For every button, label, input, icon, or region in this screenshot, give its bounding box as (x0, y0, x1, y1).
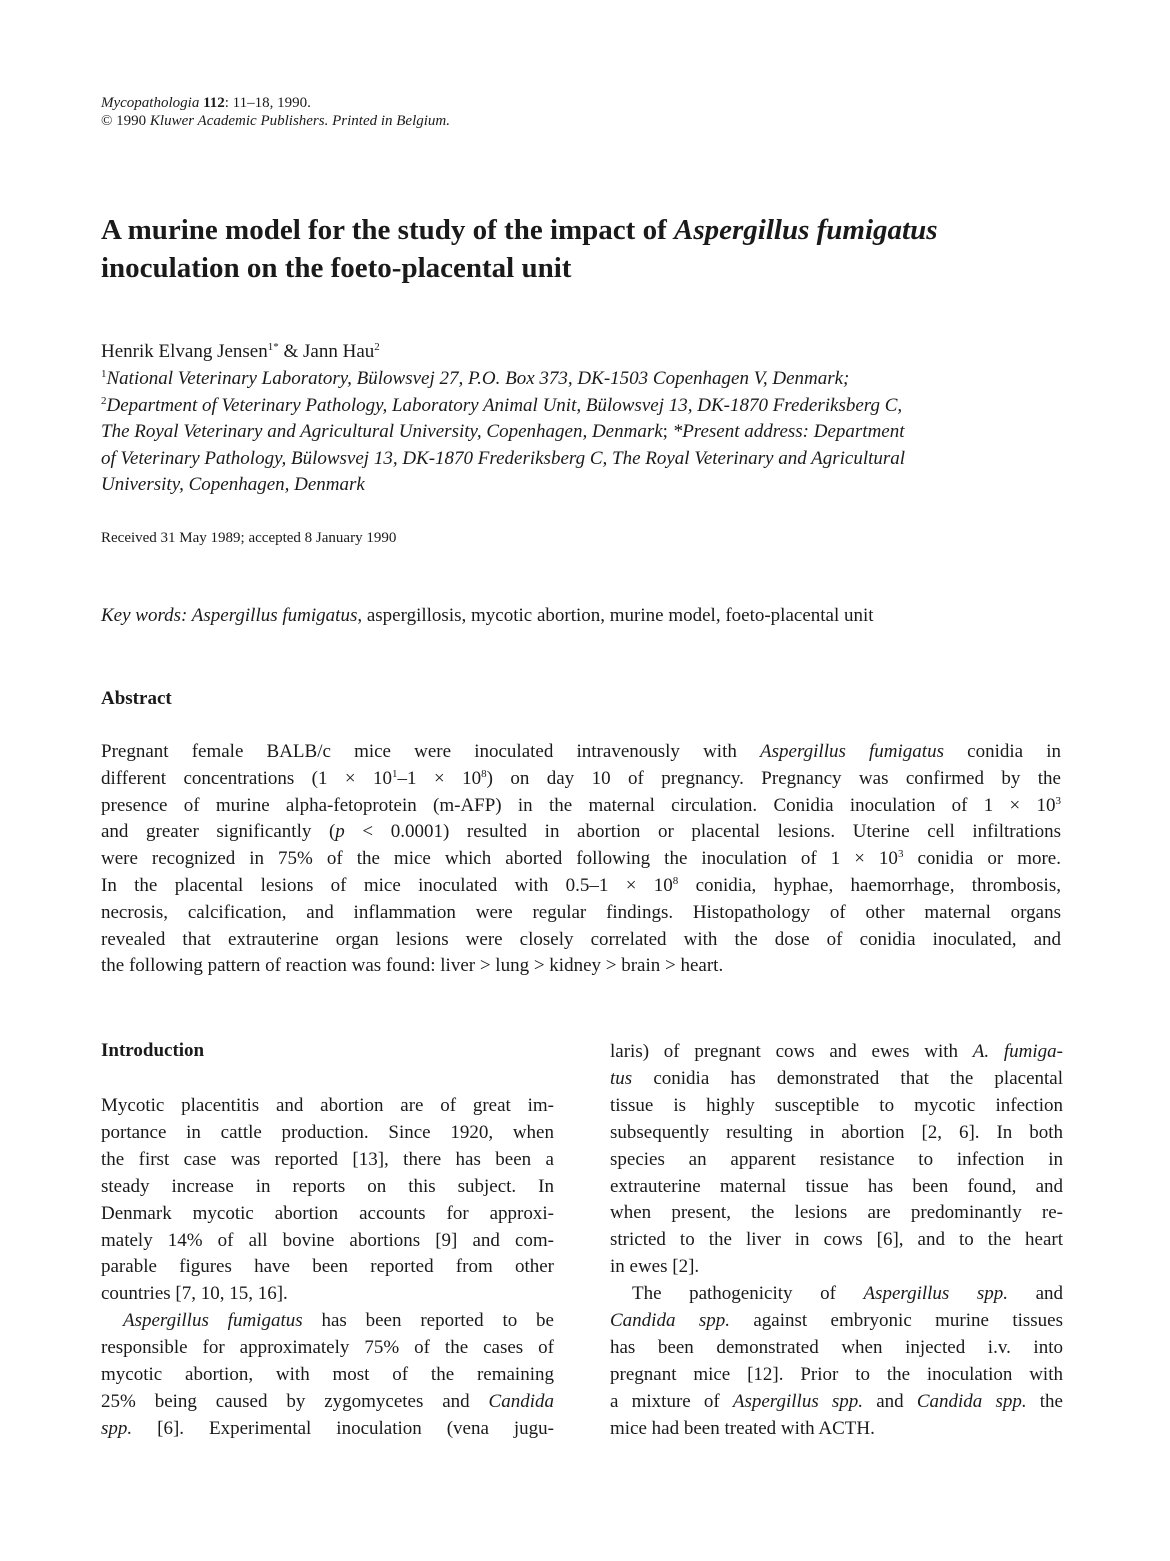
affiliation-line: University, Copenhagen, Denmark (101, 474, 365, 495)
copyright-year: 1990 (116, 113, 147, 129)
affiliation-text: National Veterinary Laboratory, Bülowsvej 27, P.O. Box 373, DK-1503 Copenhagen V, Denmark; (106, 368, 850, 389)
affiliation-mark: 2 (101, 394, 107, 407)
body-line: has been demonstrated when injected i.v. into (610, 1336, 1063, 1358)
body-line: steady increase in reports on this subject. In (101, 1175, 554, 1197)
present-address: *Present address: Department (672, 421, 905, 442)
abstract-line: presence of murine alpha-fetoprotein (m-AFP) in the maternal circulation. Conidia inoculation of $1 \times 10^3$ (101, 794, 1061, 816)
affiliation-line (101, 393, 1061, 420)
copyright-symbol: © (101, 113, 113, 129)
affiliation-mark: 1 (101, 368, 107, 380)
affiliation-separator: ; (662, 421, 673, 442)
body-line: tissue is highly susceptible to mycotic infection (610, 1094, 1063, 1116)
author-marks: 1* (267, 341, 279, 353)
affiliation-line (101, 366, 1061, 393)
introduction-left-column (101, 1093, 554, 1443)
body-line: countries [7, 10, 15, 16]. (101, 1283, 288, 1305)
abstract-heading: Abstract (101, 688, 172, 709)
body-line: pregnant mice [12]. Prior to the inoculation with (610, 1363, 1063, 1385)
abstract-line: revealed that extrauterine organ lesions were closely correlated with the dose of conidia inoculated, and (101, 928, 1061, 950)
body-line: mycotic abortion, with most of the remaining (101, 1364, 554, 1386)
keywords-label: Key words: (101, 605, 192, 626)
abstract-line: necrosis, calcification, and inflammation were regular findings. Histopathology of other maternal organs (101, 901, 1061, 923)
affiliation-text: The Royal Veterinary and Agricultural University, Copenhagen, Denmark (101, 421, 663, 442)
title-text: A murine model for the study of the impact of (101, 214, 674, 246)
body-line: Mycotic placentitis and abortion are of great im- (101, 1095, 554, 1116)
publisher: Kluwer Academic Publishers. Printed in Belgium. (149, 113, 451, 129)
author-name: Jann Hau (303, 341, 375, 362)
body-line: species an apparent resistance to infection in (610, 1148, 1063, 1170)
body-line: mice had been treated with ACTH. (610, 1417, 875, 1439)
introduction-right-column (610, 1039, 1063, 1443)
body-line: when present, the lesions are predominantly re- (610, 1202, 1063, 1224)
body-line: responsible for approximately 75% of the cases of (101, 1337, 554, 1359)
introduction-heading: Introduction (101, 1040, 205, 1061)
body-line: the first case was reported [13], there has been a (101, 1148, 554, 1170)
journal-citation-line (101, 94, 450, 112)
body-line: spp. [6]. Experimental inoculation (vena jugu- (101, 1417, 554, 1439)
journal-name: Mycopathologia (101, 95, 200, 111)
body-line: tus conidia has demonstrated that the placental (610, 1067, 1063, 1089)
abstract-line: and greater significantly (p < 0.0001) resulted in abortion or placental lesions. Uterine cell infiltrations (101, 821, 1061, 843)
abstract-line: were recognized in 75% of the mice which aborted following the inoculation of $1 \times 10^3$ conidia or more. (101, 848, 1061, 870)
affiliations (101, 366, 1061, 499)
journal-volume: 112 (203, 95, 225, 111)
body-line: laris) of pregnant cows and ewes with A. fumiga- (610, 1041, 1063, 1062)
affiliation-text: Department of Veterinary Pathology, Laboratory Animal Unit, Bülowsvej 13, DK-1870 Frederiksberg C, (106, 394, 903, 416)
body-line: Candida spp. against embryonic murine tissues (610, 1310, 1063, 1332)
keywords (101, 604, 874, 628)
abstract-line: the following pattern of reaction was found: liver > lung > kidney > brain > heart. (101, 955, 724, 977)
body-line: portance in cattle production. Since 1920, when (101, 1121, 554, 1143)
author-separator: & (278, 341, 304, 362)
copyright-line (101, 112, 450, 130)
keyword-species: Aspergillus fumigatus (191, 605, 358, 626)
abstract-line: In the placental lesions of mice inoculated with $0.5-1 \times 10^8$ conidia, hyphae, haemorrhage, thrombosis, (101, 874, 1061, 896)
body-line: Aspergillus fumigatus has been reported to be (123, 1310, 554, 1332)
body-line: parable figures have been reported from other (101, 1256, 554, 1278)
body-line: subsequently resulting in abortion [2, 6]. In both (610, 1121, 1063, 1143)
article-title (101, 211, 1061, 287)
author-name: Henrik Elvang Jensen (101, 341, 268, 362)
body-line: The pathogenicity of Aspergillus spp. and (632, 1283, 1064, 1305)
body-line: in ewes [2]. (610, 1256, 700, 1278)
keywords-list: , aspergillosis, mycotic abortion, murine model, foeto-placental unit (357, 605, 874, 626)
title-species: Aspergillus fumigatus (673, 214, 938, 246)
abstract-line: different concentrations $(1 \times 10^1-1 \times 10^8)$ on day 10 of pregnancy. Pregnancy was confirmed by the (101, 767, 1061, 789)
body-line: a mixture of Aspergillus spp. and Candida spp. the (610, 1390, 1063, 1412)
body-line: extrauterine maternal tissue has been found, and (610, 1175, 1063, 1197)
title-line-2: inoculation on the foeto-placental unit (101, 252, 572, 284)
body-line: 25% being caused by zygomycetes and Candida (101, 1390, 554, 1412)
journal-pages-year: : 11–18, 1990. (224, 95, 311, 111)
affiliation-line (101, 419, 1061, 446)
author-list (101, 340, 380, 364)
abstract-line: Pregnant female BALB/c mice were inoculated intravenously with Aspergillus fumigatus conidia in (101, 741, 1061, 762)
body-line: Denmark mycotic abortion accounts for approxi- (101, 1202, 554, 1224)
received-dates: Received 31 May 1989; accepted 8 January 1990 (101, 530, 397, 546)
body-line: mately 14% of all bovine abortions [9] and com- (101, 1229, 554, 1251)
body-line: stricted to the liver in cows [6], and to the heart (610, 1229, 1063, 1251)
title-line-1 (101, 211, 1061, 249)
affiliation-line: of Veterinary Pathology, Bülowsvej 13, DK-1870 Frederiksberg C, The Royal Veterinary and Agricultural (101, 447, 906, 469)
abstract-body (101, 739, 1061, 980)
journal-citation (101, 94, 450, 130)
author-marks: 2 (374, 341, 380, 353)
